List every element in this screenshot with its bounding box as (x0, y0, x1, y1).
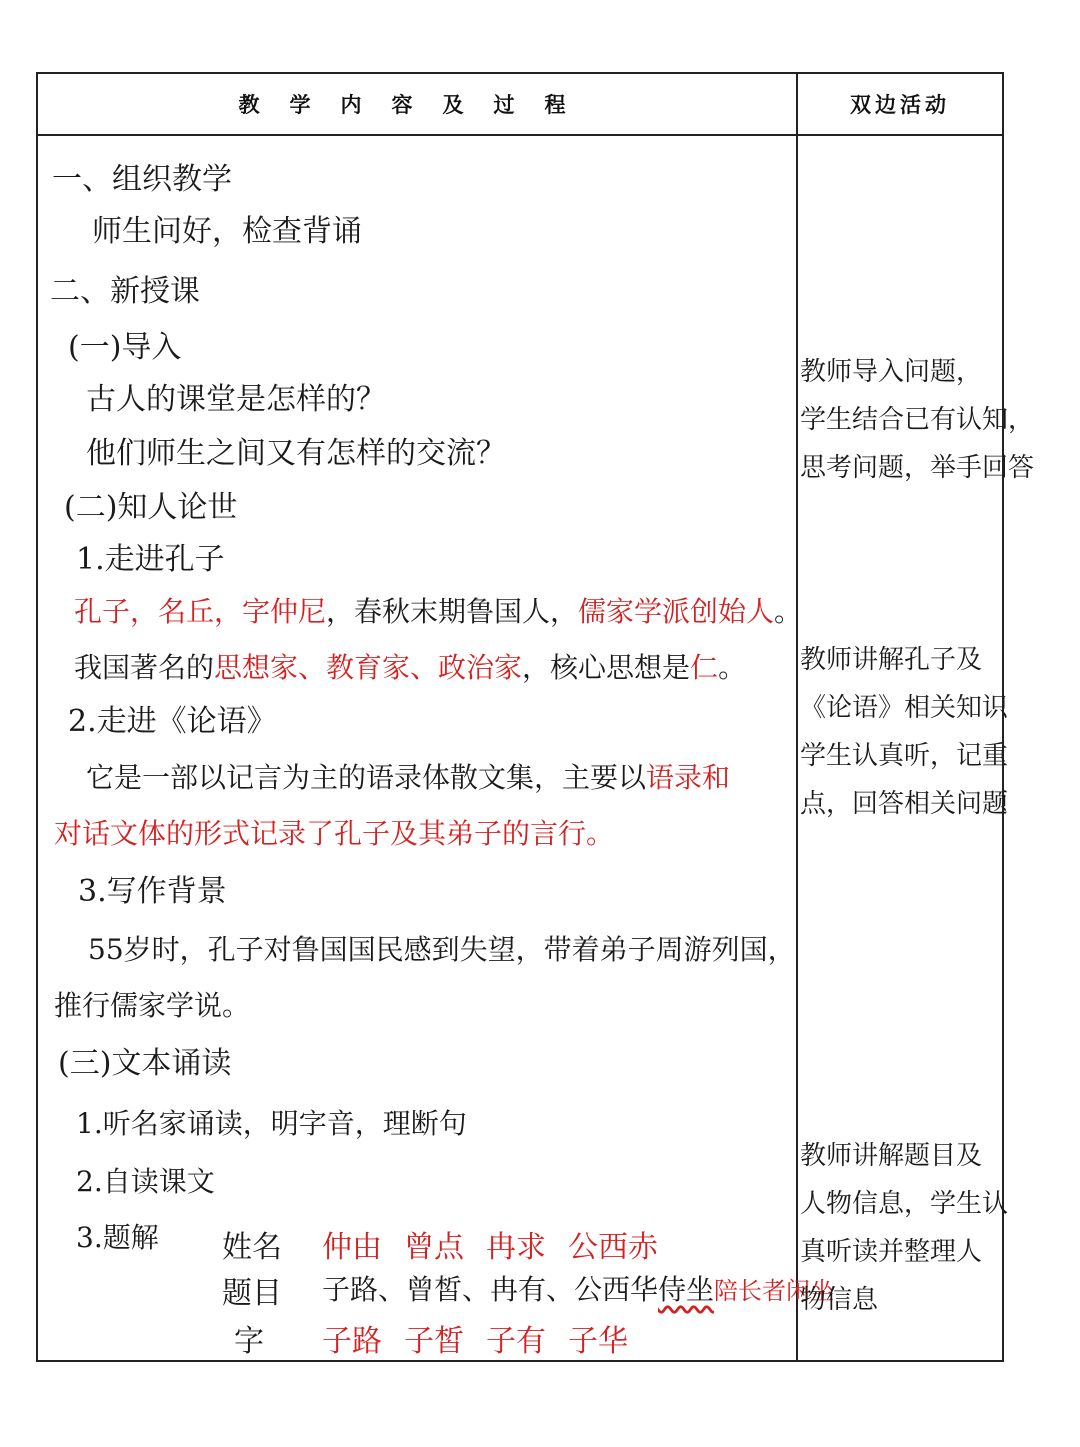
intro-question-2: 他们师生之间又有怎样的交流？ (86, 436, 506, 471)
section-new-lesson: 二、新授课 (50, 274, 200, 309)
sub-recitation: (三)文本诵读 (58, 1046, 232, 1081)
section-organize: 一、组织教学 (52, 162, 232, 197)
name-values (322, 1222, 680, 1266)
intro-question-1: 古人的课堂是怎样的？ (86, 382, 386, 417)
greeting-line: 师生问好，检查背诵 (92, 214, 362, 249)
analects-form-start: 语录和 (646, 761, 731, 794)
core-text: ，核心思想是 (522, 651, 691, 684)
title-values (322, 1268, 834, 1308)
analects-line-2: 对话文体的形式记录了孔子及其弟子的言行。 (54, 817, 615, 850)
sub-background: (二)知人论世 (64, 490, 238, 525)
confucius-school: 儒家学派创始人 (578, 595, 775, 628)
activity-recitation (800, 1132, 1009, 1324)
analects-desc: 它是一部以记言为主的语录体散文集，主要以 (86, 761, 647, 794)
name-value: 公西赤 (568, 1230, 658, 1265)
activity-line: 教师导入问题， (800, 357, 983, 387)
header-divider (38, 134, 1002, 136)
period: 。 (774, 595, 803, 628)
name-value: 曾点 (404, 1230, 464, 1265)
courtesy-name-value: 子有 (486, 1324, 546, 1359)
core-idea: 仁 (690, 651, 719, 684)
courtesy-name-label: 字 (234, 1324, 264, 1359)
activity-line: 教师讲解题目及 (800, 1141, 983, 1171)
activity-line: 点，回答相关问题 (800, 789, 1009, 819)
confucius-line-1 (74, 592, 802, 632)
title-people: 子路、曾皙、冉有、公西华 (322, 1273, 659, 1306)
lesson-plan-table (36, 72, 1035, 1362)
activity-line: 教师讲解孔子及 (800, 645, 983, 675)
activity-background (800, 636, 1009, 828)
activity-intro (800, 348, 1035, 492)
header-content-process: 教学内容及过程 (238, 92, 596, 117)
activity-line: 思考问题，举手回答 (800, 453, 1035, 483)
analects-line-1 (86, 758, 730, 798)
activity-line: 物信息 (800, 1285, 879, 1315)
recitation-step-2: 2.自读课文 (76, 1165, 215, 1198)
sub-intro: (一)导入 (68, 330, 182, 365)
confucius-origin: ，春秋末期鲁国人， (326, 595, 579, 628)
title-label: 题目 (222, 1276, 282, 1311)
confucius-name: 孔子，名丘，字仲尼 (74, 595, 327, 628)
courtesy-name-value: 子华 (568, 1324, 628, 1359)
name-value: 仲由 (322, 1230, 382, 1265)
activity-line: 《论语》相关知识 (800, 693, 1009, 723)
courtesy-name-value: 子皙 (404, 1324, 464, 1359)
courtesy-name-values (322, 1316, 650, 1360)
activity-line: 人物信息，学生认 (800, 1189, 1009, 1219)
item-analects: 2.走进《论语》 (68, 704, 277, 739)
background-line-2: 推行儒家学说。 (54, 989, 251, 1022)
background-line-1: 55岁时，孔子对鲁国国民感到失望，带着弟子周游列国， (88, 933, 796, 966)
activity-line: 真听读并整理人 (800, 1237, 983, 1267)
famous-text: 我国著名的 (74, 651, 215, 684)
activity-line: 学生结合已有认知， (800, 405, 1035, 435)
roles: 思想家、教育家、政治家 (214, 651, 523, 684)
courtesy-name-value: 子路 (322, 1324, 382, 1359)
column-divider (796, 74, 798, 1360)
confucius-line-2 (74, 648, 746, 688)
item-confucius: 1.走进孔子 (76, 542, 225, 577)
name-label: 姓名 (222, 1230, 282, 1265)
item-writing-background: 3.写作背景 (78, 874, 227, 909)
title-keyword-meaning: 陪长者闲坐 (714, 1277, 835, 1305)
name-value: 冉求 (486, 1230, 546, 1265)
recitation-step-3: 3.题解 (76, 1221, 159, 1254)
period: 。 (718, 651, 747, 684)
recitation-step-1: 1.听名家诵读，明字音，理断句 (76, 1107, 467, 1140)
activity-line: 学生认真听，记重 (800, 741, 1009, 771)
title-keyword: 侍坐 (658, 1273, 715, 1306)
title-explanation-grid (222, 1222, 835, 1362)
header-activities: 双边活动 (850, 92, 950, 117)
